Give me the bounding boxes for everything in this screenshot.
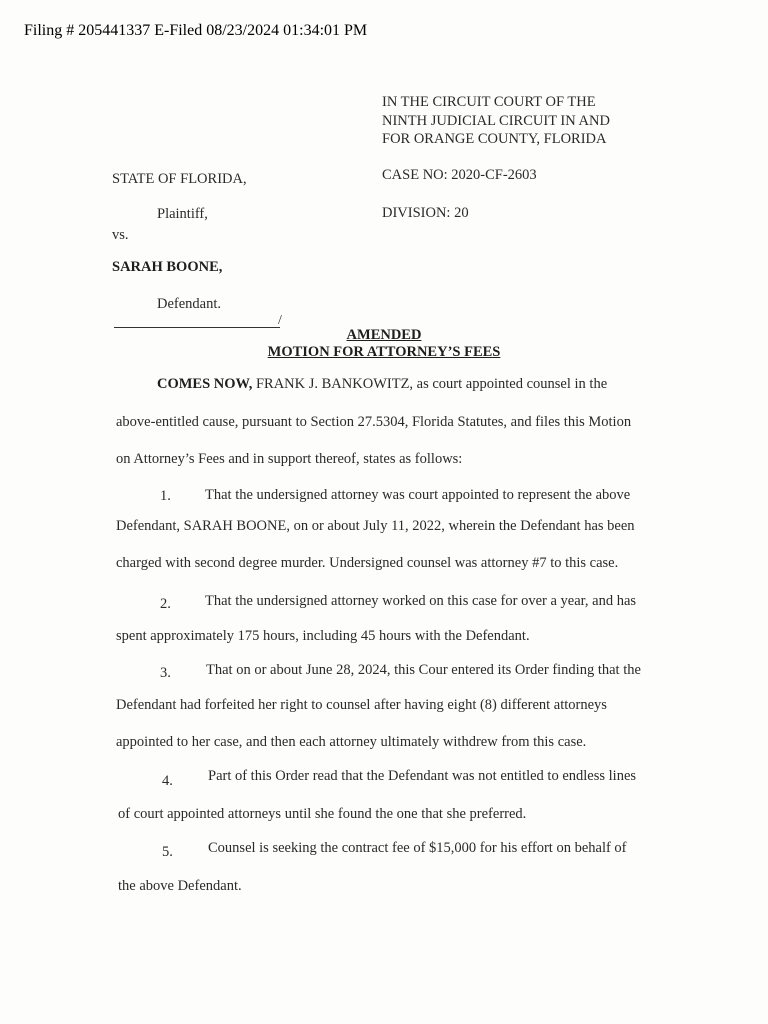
- intro-line-2: above-entitled cause, pursuant to Section 27.5304, Florida Statutes, and files this Motion: [116, 414, 632, 430]
- paragraph-number: 5.: [162, 844, 173, 860]
- paragraph-line: That on or about June 28, 2024, this Cour entered its Order finding that the: [206, 662, 641, 678]
- paragraph-line: spent approximately 175 hours, including 45 hours with the Defendant.: [116, 628, 530, 644]
- caption-slash: /: [278, 313, 282, 328]
- paragraph-line: the above Defendant.: [118, 878, 242, 894]
- paragraph-line: Defendant had forfeited her right to counsel after having eight (8) different attorneys: [116, 697, 607, 713]
- paragraph-number: 4.: [162, 773, 173, 789]
- defendant-name: SARAH BOONE,: [112, 259, 223, 275]
- paragraph-line: of court appointed attorneys until she found the one that she preferred.: [118, 806, 527, 822]
- court-line: IN THE CIRCUIT COURT OF THE: [382, 94, 596, 110]
- paragraph-line: appointed to her case, and then each attorney ultimately withdrew from this case.: [116, 734, 587, 750]
- intro-line-1-text: FRANK J. BANKOWITZ, as court appointed counsel in the: [252, 376, 608, 392]
- plaintiff-role: Plaintiff,: [157, 206, 208, 222]
- versus-label: vs.: [112, 227, 129, 243]
- intro-lead: COMES NOW,: [157, 376, 253, 392]
- plaintiff-name: STATE OF FLORIDA,: [112, 171, 247, 187]
- paragraph-number: 3.: [160, 665, 171, 681]
- paragraph-number: 2.: [160, 596, 171, 612]
- court-line: NINTH JUDICIAL CIRCUIT IN AND: [382, 112, 610, 129]
- intro-line-1: [157, 376, 607, 393]
- intro-line-3: on Attorney’s Fees and in support thereof, states as follows:: [116, 451, 463, 467]
- paragraph-line: Defendant, SARAH BOONE, on or about July 11, 2022, wherein the Defendant has been: [116, 518, 635, 534]
- defendant-role: Defendant.: [157, 296, 222, 312]
- division: DIVISION: 20: [382, 205, 469, 221]
- paragraph-line: Part of this Order read that the Defendant was not entitled to endless lines: [208, 768, 637, 784]
- court-line: FOR ORANGE COUNTY, FLORIDA: [382, 131, 607, 147]
- case-number: CASE NO: 2020-CF-2603: [382, 167, 537, 183]
- paragraph-line: Counsel is seeking the contract fee of $15,000 for his effort on behalf of: [208, 840, 627, 856]
- court-caption: [382, 93, 610, 149]
- paragraph-line: charged with second degree murder. Undersigned counsel was attorney #7 to this case.: [116, 555, 619, 571]
- document-title: MOTION FOR ATTORNEY’S FEES: [267, 344, 501, 360]
- document-title-amended: AMENDED: [346, 327, 422, 343]
- paragraph-number: 1.: [160, 488, 171, 504]
- filing-stamp: Filing # 205441337 E-Filed 08/23/2024 01:34:01 PM: [24, 22, 368, 39]
- paragraph-line: That the undersigned attorney was court appointed to represent the above: [205, 487, 631, 503]
- paragraph-line: That the undersigned attorney worked on this case for over a year, and has: [205, 593, 637, 609]
